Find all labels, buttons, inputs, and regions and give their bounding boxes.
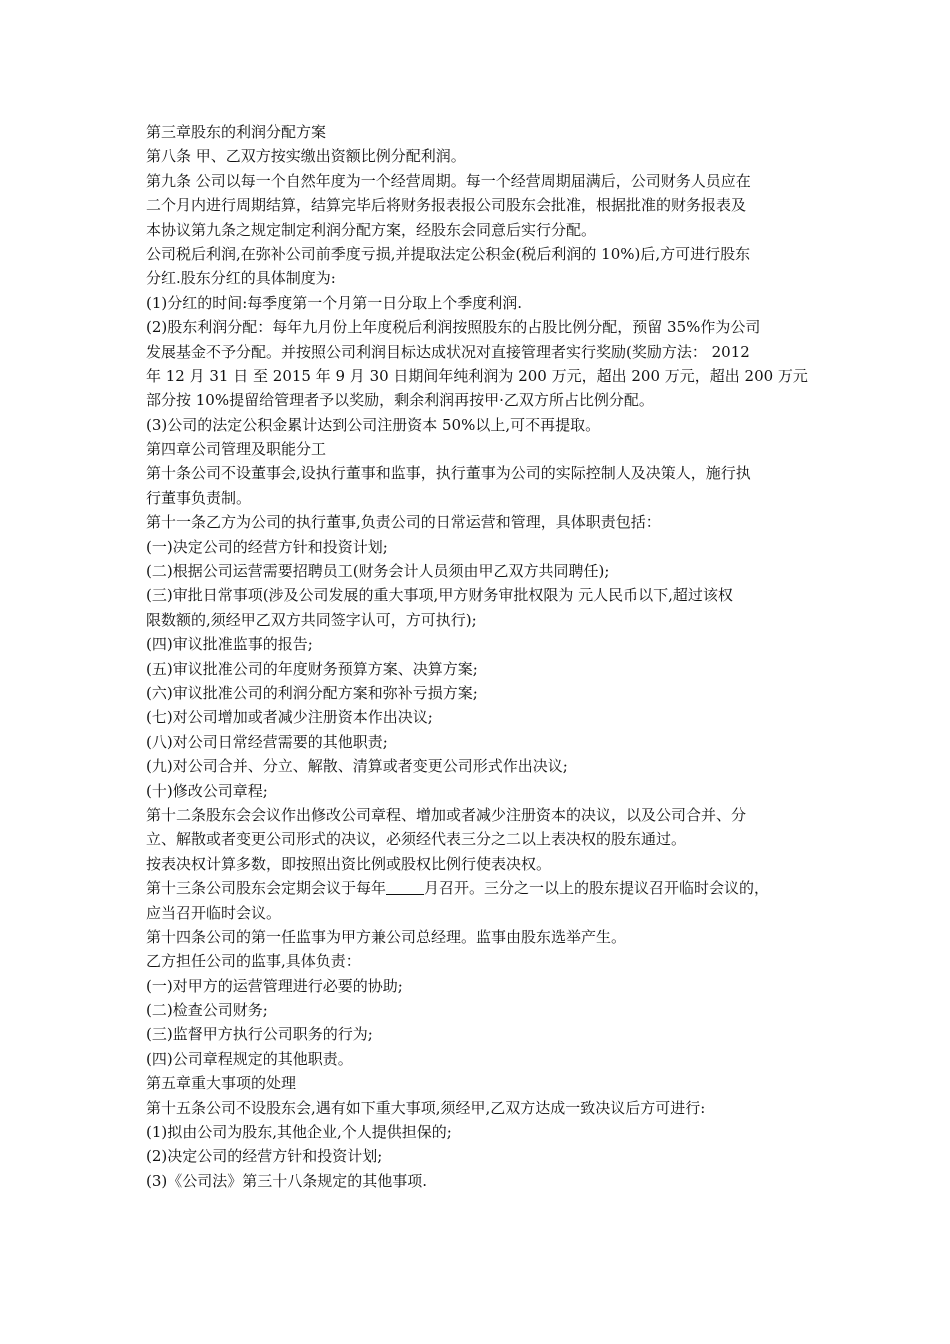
chapter-heading: 第四章公司管理及职能分工 [146,440,327,459]
article-line: 本协议第九条之规定制定利润分配方案，经股东会同意后实行分配。 [146,220,597,239]
list-item: (2)决定公司的经营方针和投资计划; [146,1147,383,1166]
list-item: (四)审议批准监事的报告; [146,635,313,654]
chapter-heading: 第五章重大事项的处理 [146,1074,297,1093]
meeting-text-end: 月召开。三分之一以上的股东提议召开临时会议的， [424,879,770,898]
article-line: 分红.股东分红的具体制度为: [146,269,336,288]
chapter-heading: 第三章股东的利润分配方案 [146,123,327,141]
article-line-meeting [146,876,826,900]
list-item: (四)公司章程规定的其他职责。 [146,1049,353,1068]
article-line: 公司税后利润,在弥补公司前季度亏损,并提取法定公积金(税后利润的 10%)后,方可进行股东 [146,244,751,263]
document-body [146,120,826,1193]
list-item: (五)审议批准公司的年度财务预算方案、决算方案; [146,659,478,678]
list-item: (十)修改公司章程; [146,781,268,800]
article-line: 第十二条股东会会议作出修改公司章程、增加或者减少注册资本的决议，以及公司合并、分 [146,805,747,824]
article-line: 按表决权计算多数，即按照出资比例或股权比例行使表决权。 [146,854,552,873]
article-line: 第十条公司不设董事会,设执行董事和监事，执行董事为公司的实际控制人及决策人，施行执 [146,464,751,483]
list-item: (七)对公司增加或者减少注册资本作出决议; [146,708,433,727]
article-line: 二个月内进行周期结算，结算完毕后将财务报表报公司股东会批准，根据批准的财务报表及 [146,196,747,215]
article-line: 第十一条乙方为公司的执行董事,负责公司的日常运营和管理，具体职责包括： [146,513,661,532]
list-item: (1)拟由公司为股东,其他企业,个人提供担保的; [146,1123,452,1142]
list-item: (二)根据公司运营需要招聘员工(财务会计人员须由甲乙双方共同聘任); [146,562,610,581]
list-item: (3)《公司法》第三十八条规定的其他事项. [146,1171,428,1190]
list-item: (2)股东利润分配：每年九月份上年度税后利润按照股东的占股比例分配，预留 35%作为公司 [146,318,761,337]
list-item: (一)决定公司的经营方针和投资计划; [146,537,388,556]
article-line: 第八条 甲、乙双方按实缴出资额比例分配利润。 [146,147,466,166]
article-line: 部分按 10%提留给管理者予以奖励，剩余利润再按甲·乙双方所占比例分配。 [146,391,654,410]
list-item: (三)审批日常事项(涉及公司发展的重大事项,甲方财务审批权限为 元人民币以下,超过该权 [146,586,733,605]
list-item: (三)监督甲方执行公司职务的行为; [146,1025,373,1044]
meeting-text-start: 第十三条公司股东会定期会议于每年 [146,879,387,898]
month-blank [386,880,424,895]
article-line: 应当召开临时会议。 [146,903,282,922]
article-line: 第十五条公司不设股东会,遇有如下重大事项,须经甲,乙双方达成一致决议后方可进行: [146,1098,706,1117]
article-line: 乙方担任公司的监事,具体负责： [146,952,361,971]
article-line: 第十四条公司的第一任监事为甲方兼公司总经理。监事由股东选举产生。 [146,927,627,946]
article-line: 发展基金不予分配。并按照公司利润目标达成状况对直接管理者实行奖励(奖励方法： 2012 [146,342,750,361]
list-item: (3)公司的法定公积金累计达到公司注册资本 50%以上,可不再提取。 [146,415,601,434]
article-line: 限数额的,须经甲乙双方共同签字认可，方可执行); [146,610,477,629]
list-item: (六)审议批准公司的利润分配方案和弥补亏损方案; [146,683,478,702]
list-item: (八)对公司日常经营需要的其他职责; [146,732,388,751]
list-item: (二)检查公司财务; [146,1001,268,1020]
list-item: (一)对甲方的运营管理进行必要的协助; [146,976,403,995]
article-line: 第九条 公司以每一个自然年度为一个经营周期。每一个经营周期届满后，公司财务人员应在 [146,171,751,190]
article-line: 行董事负责制。 [146,488,252,507]
list-item: (九)对公司合并、分立、解散、清算或者变更公司形式作出决议; [146,757,568,776]
article-line: 立、解散或者变更公司形式的决议，必须经代表三分之二以上表决权的股东通过。 [146,830,687,849]
article-line: 年 12 月 31 日 至 2015 年 9 月 30 日期间年纯利润为 200 万元，超出 200 万元，超出 200 万元 [146,366,808,385]
list-item: (1)分红的时间:每季度第一个月第一日分取上个季度利润. [146,293,523,312]
